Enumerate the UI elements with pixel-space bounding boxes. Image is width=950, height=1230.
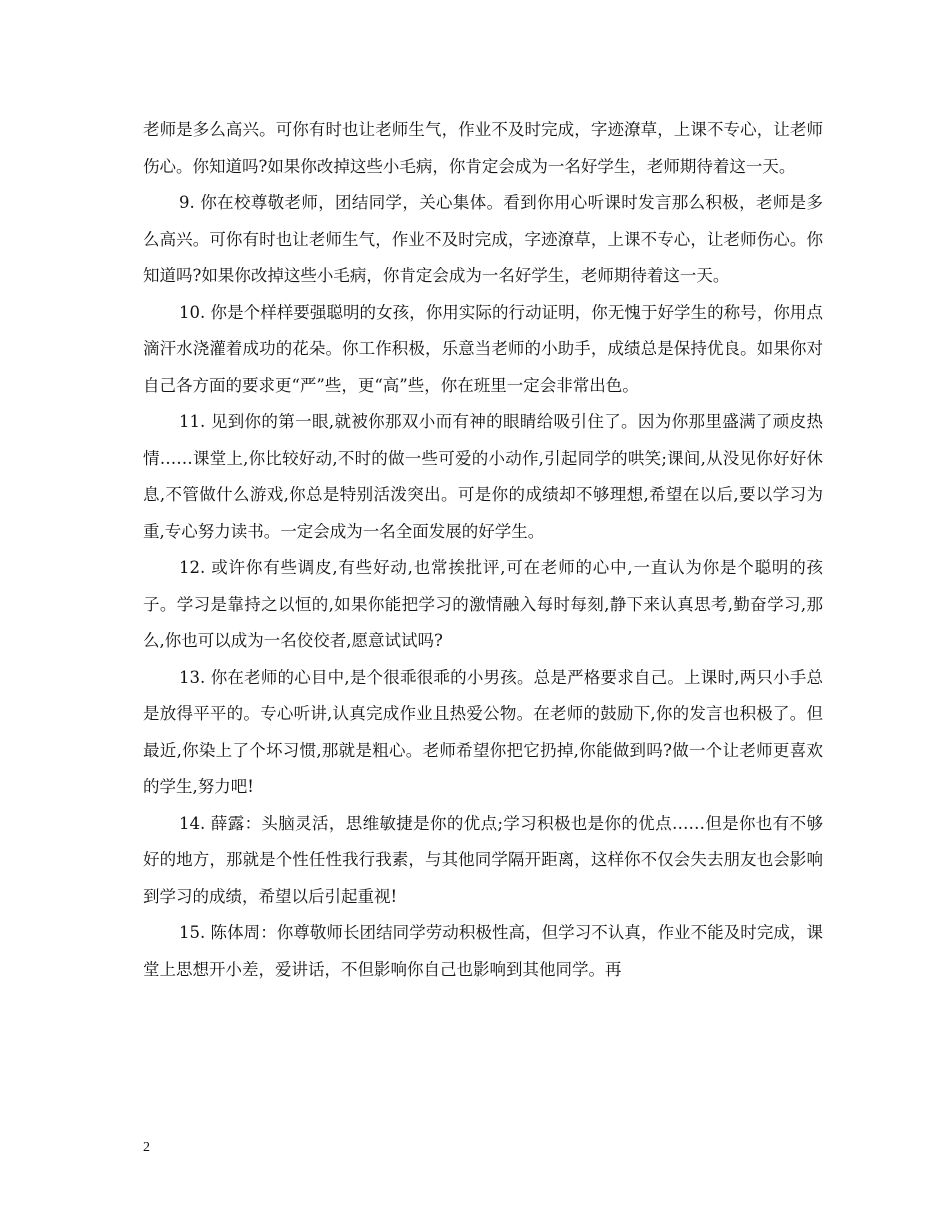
paragraph-item-11: 11. 见到你的第一眼,就被你那双小而有神的眼睛给吸引住了。因为你那里盛满了顽皮热情……课堂上,你比较好动,不时的做一些可爱的小动作,引起同学的哄笑;课间,从没见你好好休息,不管做什么游戏,你总是特别活泼突出。可是你的成绩却不够理想,希望在以后,要以学习为重,专心努力读书。一定会成为一名全面发展的好学生。 [143, 412, 823, 541]
paragraph-item-14: 14. 薛露：头脑灵活，思维敏捷是你的优点;学习积极也是你的优点……但是你也有不够好的地方，那就是个性任性我行我素，与其他同学隔开距离，这样你不仅会失去朋友也会影响到学习的成绩，希望以后引起重视! [143, 813, 823, 906]
paragraph-item-12: 12. 或许你有些调皮,有些好动,也常挨批评,可在老师的心中,一直认为你是个聪明的孩子。学习是靠持之以恒的,如果你能把学习的激情融入每时每刻,静下来认真思考,勤奋学习,那么,你也可以成为一名佼佼者,愿意试试吗? [143, 558, 823, 650]
paragraph-item-10: 10. 你是个样样要强聪明的女孩，你用实际的行动证明，你无愧于好学生的称号，你用点滴汗水浇灌着成功的花朵。你工作积极，乐意当老师的小助手，成绩总是保持优良。如果你对自己各方面的要求更“严”些，更“高”些，你在班里一定会非常出色。 [143, 302, 823, 395]
paragraph-continued: 老师是多么高兴。可你有时也让老师生气，作业不及时完成，字迹潦草，上课不专心，让老师伤心。你知道吗?如果你改掉这些小毛病，你肯定会成为一名好学生，老师期待着这一天。 [143, 120, 823, 176]
document-body [143, 112, 823, 988]
page-number: 2 [143, 1140, 150, 1155]
paragraph-item-13: 13. 你在老师的心目中,是个很乖很乖的小男孩。总是严格要求自己。上课时,两只小手总是放得平平的。专心听讲,认真完成作业且热爱公物。在老师的鼓励下,你的发言也积极了。但最近,你染上了个坏习惯,那就是粗心。老师希望你把它扔掉,你能做到吗?做一个让老师更喜欢的学生,努力吧! [143, 667, 823, 796]
paragraph-item-9: 9. 你在校尊敬老师，团结同学，关心集体。看到你用心听课时发言那么积极，老师是多么高兴。可你有时也让老师生气，作业不及时完成，字迹潦草，上课不专心，让老师伤心。你知道吗?如果你改掉这些小毛病，你肯定会成为一名好学生，老师期待着这一天。 [143, 193, 823, 285]
paragraph-item-15: 15. 陈体周：你尊敬师长团结同学劳动积极性高，但学习不认真，作业不能及时完成，课堂上思想开小差，爱讲话，不但影响你自己也影响到其他同学。再 [143, 923, 823, 979]
